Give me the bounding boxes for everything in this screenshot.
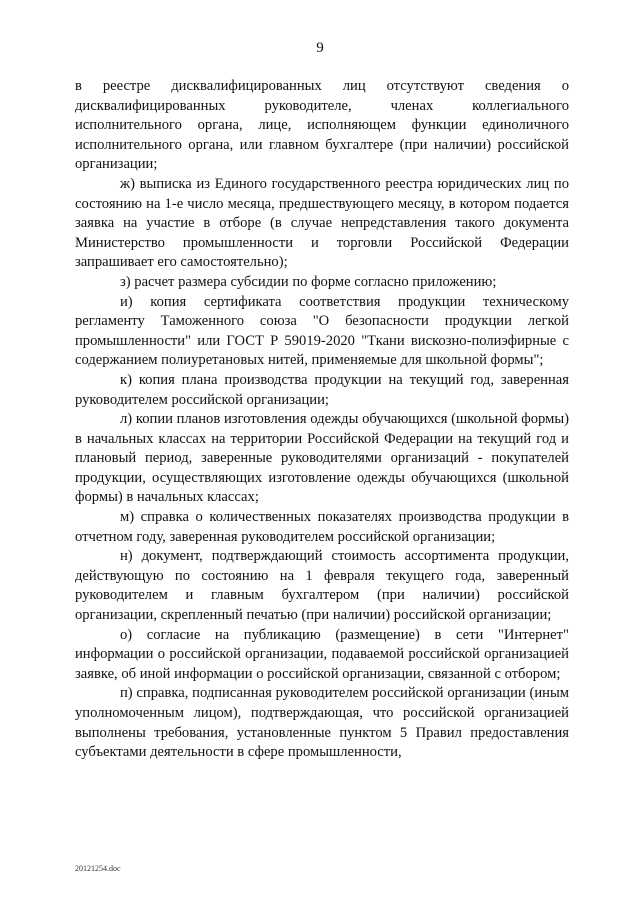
paragraph-item-o: о) согласие на публикацию (размещение) в сети "Интернет" информации о российской организации, подаваемой российской организацией заявке, об иной информации о российской организации, связанной с отбором;	[75, 626, 569, 682]
paragraph-item-m: м) справка о количественных показателях производства продукции в отчетном году, заверенная руководителем российской организации;	[75, 509, 569, 545]
paragraph-continuation: в реестре дисквалифицированных лиц отсутствуют сведения о дисквалифицированных руководителе, членах коллегиального исполнительного органа, лице, исполняющем функции единоличного исполнительного органа, или главном бухгалтере (при наличии) российской организации;	[75, 78, 569, 173]
file-name-footer: 20121254.doc	[75, 864, 121, 873]
page-number: 9	[316, 40, 324, 56]
paragraph-item-k: к) копия плана производства продукции на текущий год, заверенная руководителем российской организации;	[75, 371, 569, 408]
paragraph-item-l: л) копии планов изготовления одежды обучающихся (школьной формы) в начальных классах на территории Российской Федерации на текущий год и плановый период, заверенные руководителями организаций - покупателей продукции, осуществляющих изготовление одежды обучающихся (школьной формы) в начальных классах;	[75, 411, 569, 506]
paragraph-item-zh: ж) выписка из Единого государственного реестра юридических лиц по состоянию на 1-е число месяца, предшествующего месяцу, в котором подается заявка на участие в отборе (в случае непредставления такого документа Министерство промышленности и торговли Российской Федерации запрашивает его самостоятельно);	[75, 175, 569, 271]
paragraph-item-i: и) копия сертификата соответствия продукции техническому регламенту Таможенного союза "О безопасности продукции легкой промышленности" или ГОСТ Р 59019-2020 "Ткани вискозно-полиэфирные с содержанием полиуретановых нитей, применяемые для школьной формы";	[75, 293, 569, 369]
paragraph-item-n: н) документ, подтверждающий стоимость ассортимента продукции, действующую по состоянию на 1 февраля текущего года, заверенный руководителем и главным бухгалтером (при наличии) российской организации, скрепленный печатью (при наличии) российской организации;	[75, 548, 569, 624]
paragraph-item-z: з) расчет размера субсидии по форме согласно приложению;	[120, 273, 497, 290]
paragraph-item-p: п) справка, подписанная руководителем российской организации (иным уполномоченным лицом), подтверждающая, что российской организацией выполнены требования, установленные пунктом 5 Правил предоставления субъектами деятельности в сфере промышленности,	[75, 685, 569, 761]
document-body	[75, 77, 569, 763]
